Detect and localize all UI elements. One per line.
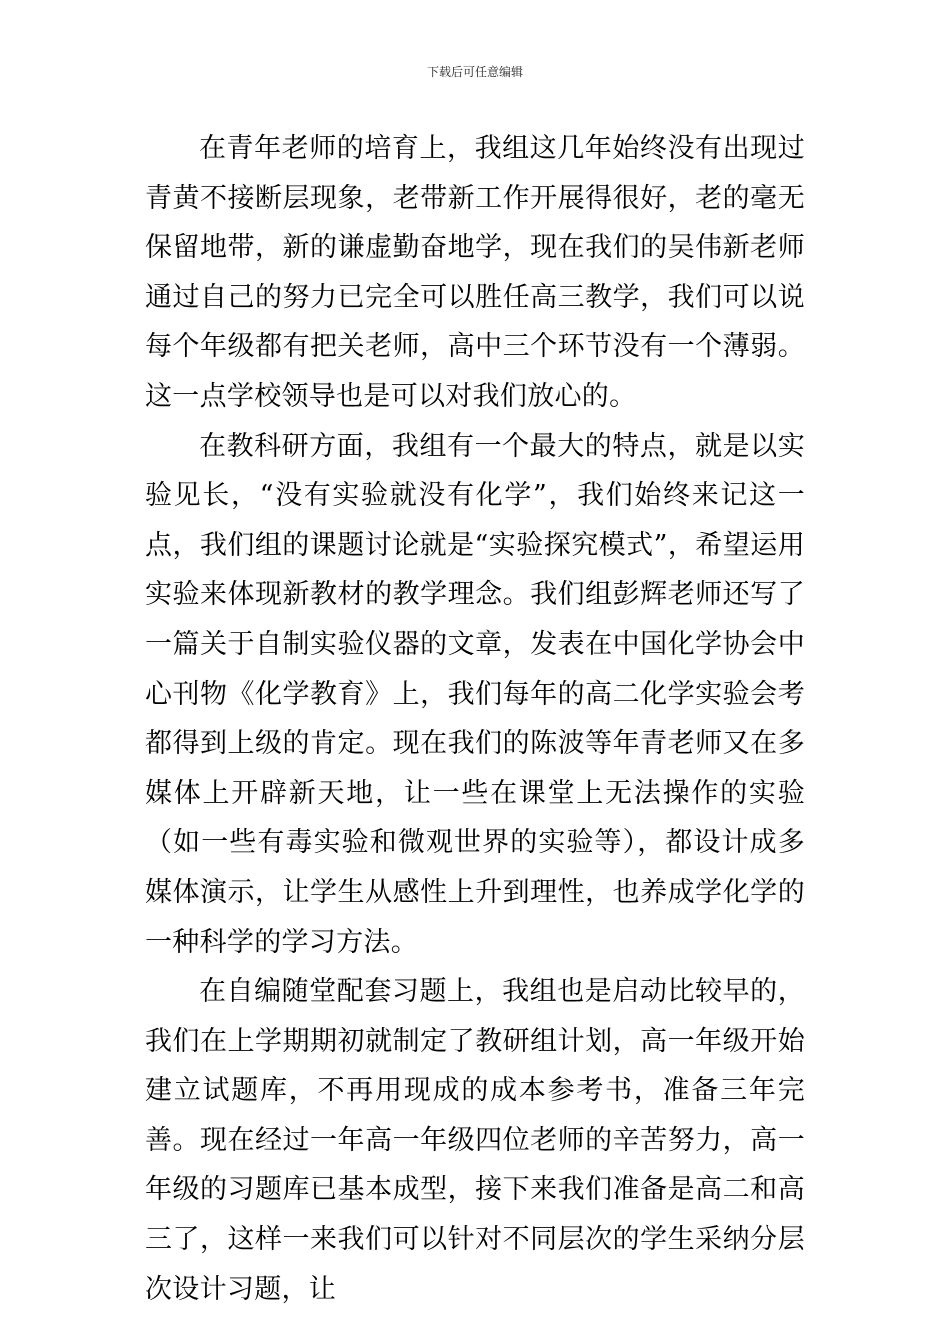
paragraph-teacher-training: 在青年老师的培育上，我组这几年始终没有出现过青黄不接断层现象，老带新工作开展得很好，老的毫无保留地带，新的谦虚勤奋地学，现在我们的吴伟新老师通过自己的努力已完全可以胜任高三教学，我们可以说每个年级都有把关老师，高中三个环节没有一个薄弱。这一点学校领导也是可以对我们放心的。	[145, 133, 805, 412]
paragraph-exercises: 在自编随堂配套习题上，我组也是启动比较早的，我们在上学期期初就制定了教研组计划，高一年级开始建立试题库，不再用现成的成本参考书，准备三年完善。现在经过一年高一年级四位老师的辛苦努力，高一年级的习题库已基本成型，接下来我们准备是高二和高三了，这样一来我们可以针对不同层次的学生采纳分层次设计习题，让	[145, 976, 805, 1305]
document-body	[145, 124, 805, 1314]
paragraph-research: 在教科研方面，我组有一个最大的特点，就是以实验见长，“没有实验就没有化学”，我们始终来记这一点，我们组的课题讨论就是“实验探究模式”，希望运用实验来体现新教材的教学理念。我们组彭辉老师还写了一篇关于自制实验仪器的文章，发表在中国化学协会中心刊物《化学教育》上，我们每年的高二化学实验会考都得到上级的肯定。现在我们的陈波等年青老师又在多媒体上开辟新天地，让一些在课堂上无法操作的实验（如一些有毒实验和微观世界的实验等），都设计成多媒体演示，让学生从感性上升到理性，也养成学化学的一种科学的学习方法。	[145, 430, 805, 958]
page-header: 下载后可任意编辑	[426, 65, 523, 79]
